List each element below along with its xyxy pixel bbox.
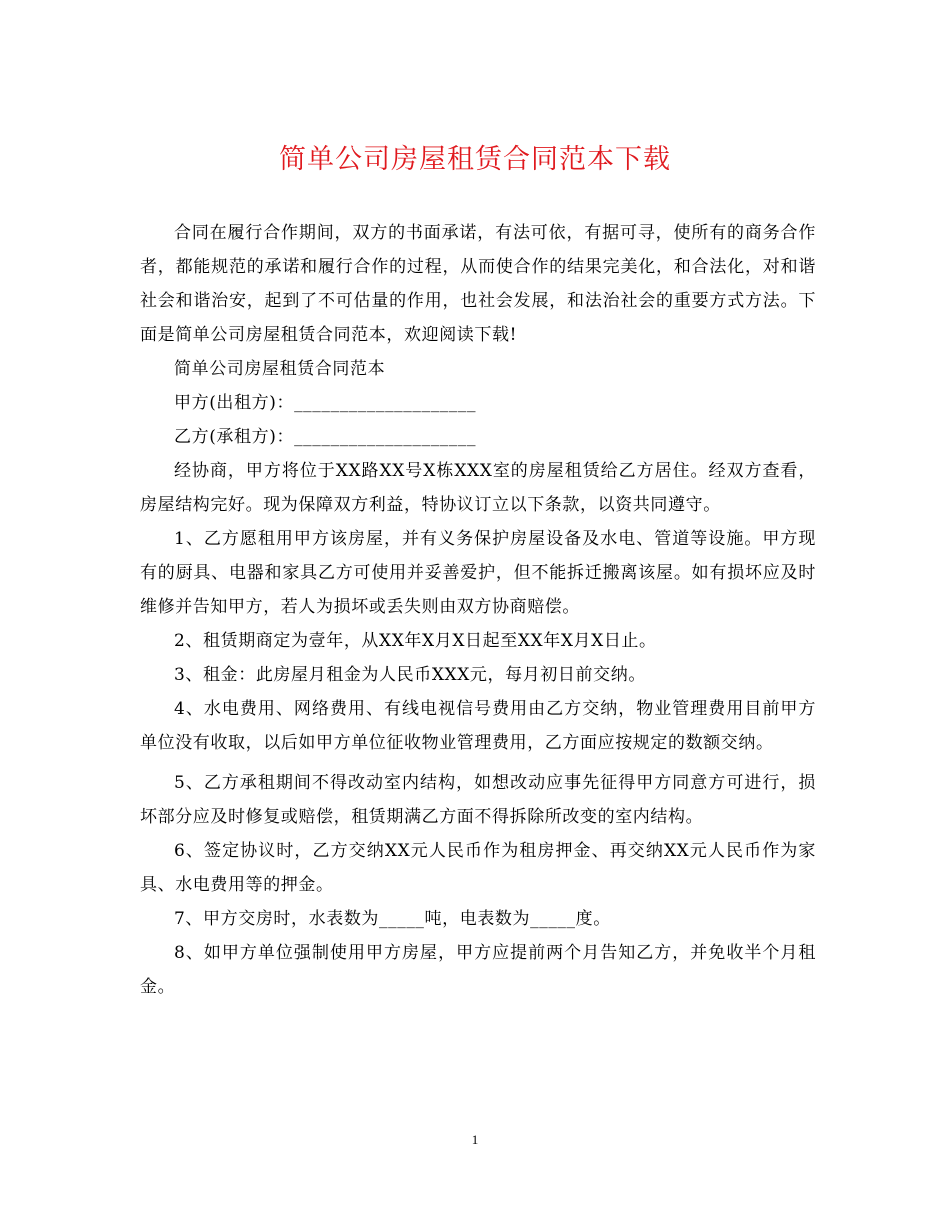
clause-6: 6、签定协议时，乙方交纳XX元人民币作为租房押金、再交纳XX元人民币作为家具、水电费用等的押金。 bbox=[140, 841, 816, 895]
contract-heading: 简单公司房屋租赁合同范本 bbox=[174, 359, 386, 379]
agreement-paragraph: 经协商，甲方将位于XX路XX号X栋XXX室的房屋租赁给乙方居住。经双方查看，房屋结构完好。现为保障双方利益，特协议订立以下条款，以资共同遵守。 bbox=[140, 461, 816, 515]
party-a-line: 甲方(出租方)：____________________ bbox=[174, 393, 477, 413]
party-b-line: 乙方(承租方)：____________________ bbox=[174, 427, 477, 447]
document-title: 简单公司房屋租赁合同范本下载 bbox=[279, 144, 671, 175]
clause-4: 4、水电费用、网络费用、有线电视信号费用由乙方交纳，物业管理费用目前甲方单位没有收取，以后如甲方单位征收物业管理费用，乙方面应按规定的数额交纳。 bbox=[140, 699, 816, 753]
document-body bbox=[140, 216, 816, 1004]
intro-paragraph: 合同在履行合作期间，双方的书面承诺，有法可依，有据可寻，使所有的商务合作者，都能规范的承诺和履行合作的过程，从而使合作的结果完美化，和合法化，对和谐社会和谐治安，起到了不可估量的作用，也社会发展，和法治社会的重要方式方法。下面是简单公司房屋租赁合同范本，欢迎阅读下载! bbox=[140, 223, 816, 345]
clause-8: 8、如甲方单位强制使用甲方房屋，甲方应提前两个月告知乙方，并免收半个月租金。 bbox=[140, 943, 816, 997]
clause-2: 2、租赁期商定为壹年，从XX年X月X日起至XX年X月X日止。 bbox=[174, 631, 657, 651]
clause-7: 7、甲方交房时，水表数为_____吨，电表数为_____度。 bbox=[174, 909, 611, 929]
page-number: 1 bbox=[471, 1132, 479, 1147]
clause-5: 5、乙方承租期间不得改动室内结构，如想改动应事先征得甲方同意方可进行，损坏部分应及时修复或赔偿，租赁期满乙方面不得拆除所改变的室内结构。 bbox=[140, 773, 816, 827]
clause-1: 1、乙方愿租用甲方该房屋，并有义务保护房屋设备及水电、管道等设施。甲方现有的厨具、电器和家具乙方可使用并妥善爱护，但不能拆迁搬离该屋。如有损坏应及时维修并告知甲方，若人为损坏或丢失则由双方协商赔偿。 bbox=[140, 529, 816, 617]
clause-3: 3、租金：此房屋月租金为人民币XXX元，每月初日前交纳。 bbox=[174, 665, 646, 685]
